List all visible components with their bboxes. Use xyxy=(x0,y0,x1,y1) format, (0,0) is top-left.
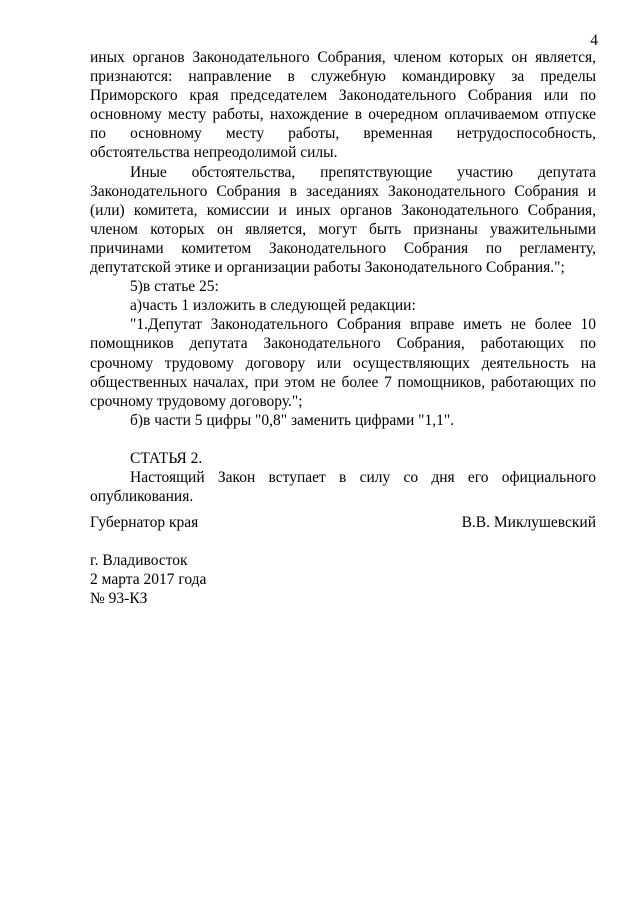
city: г. Владивосток xyxy=(90,552,188,569)
law-number: № 93-КЗ xyxy=(90,590,148,608)
paragraph-part-5: б)в части 5 цифры "0,8" заменить цифрами "1,1". xyxy=(130,411,455,429)
paragraph-other-circumstances: Иные обстоятельства, препятствующие участию депутата Законодательного Собрания в заседаниях Законодательного Собрания и (или) комитета, комиссии и иных органов Законодательного Собрания, членом которых он является, могут быть признаны уважительными причинами комитетом Законодательного Собрания по регламенту, депутатской этике и организации работы Законодательного Собрания."; xyxy=(90,163,596,277)
signatory-name: В.В. Миклушевский xyxy=(461,514,596,531)
paragraph-part-1: а)часть 1 изложить в следующей редакции: xyxy=(130,297,416,315)
signatory-position: Губернатор края xyxy=(90,514,199,531)
signature-row xyxy=(90,513,596,532)
document-body xyxy=(90,48,596,506)
paragraph-entry-into-force: Настоящий Закон вступает в силу со дня его официального опубликования. xyxy=(90,468,596,506)
date: 2 марта 2017 года xyxy=(90,571,207,589)
page-number: 4 xyxy=(590,32,598,49)
place-date-block xyxy=(90,551,206,608)
article-2-heading: СТАТЬЯ 2. xyxy=(130,449,203,467)
paragraph-continuation: иных органов Законодательного Собрания, членом которых он является, признаются: направление в служебную командировку за пределы Приморского края председателем Законодательного Собрания или по основному месту работы, нахождение в очередном оплачиваемом отпуске по основному месту работы, временная нетрудоспособность, обстоятельства непреодолимой силы. xyxy=(90,49,596,162)
paragraph-article-25: 5)в статье 25: xyxy=(130,278,219,296)
paragraph-new-text: "1.Депутат Законодательного Собрания вправе иметь не более 10 помощников депутата Законодательного Собрания, работающих по срочному трудовому договору или осуществляющих деятельность на общественных началах, при этом не более 7 помощников, работающих по срочному трудовому договору."; xyxy=(90,316,596,410)
